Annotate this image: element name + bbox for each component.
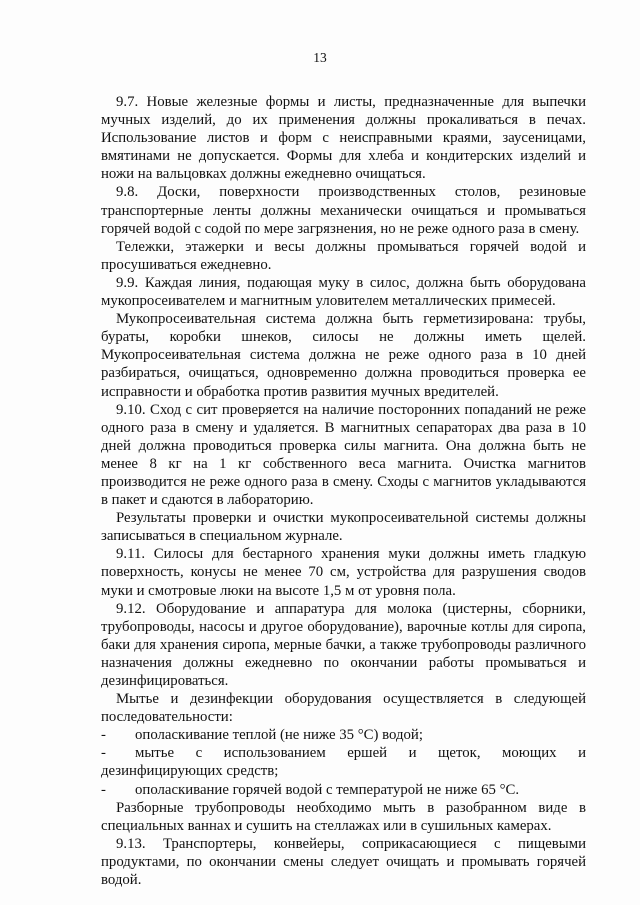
bullet-dash: - bbox=[101, 745, 106, 762]
bullet-dash: - bbox=[101, 727, 106, 744]
list-item bbox=[101, 781, 586, 799]
paragraph-9-10: 9.10. Сход с сит проверяется на наличие посторонних попаданий не реже одного раза в смену и удаляется. В магнитных сепараторах два раза в 10 дней должна проводиться проверка силы магнита. Она должна быть не менее 8 кг на 1 кг собственного веса магнита. Очистка магнитов производится не реже одного раза в смену. Сходы с магнитов укладываются в пакет и сдаются в лабораторию. bbox=[101, 401, 586, 509]
paragraph-9-9: 9.9. Каждая линия, подающая муку в силос, должна быть оборудована мукопросеивателем и магнитным уловителем металлических примесей. bbox=[101, 274, 586, 310]
paragraph-9-13: 9.13. Транспортеры, конвейеры, соприкасающиеся с пищевыми продуктами, по окончании смены следует очищать и промывать горячей водой. bbox=[101, 835, 586, 889]
document-body bbox=[101, 93, 586, 889]
bullet-dash: - bbox=[101, 781, 106, 798]
paragraph-9-8: 9.8. Доски, поверхности производственных столов, резиновые транспортерные ленты должны механически очищаться и промываться горячей водой с содой по мере загрязнения, но не реже одного раза в смену. bbox=[101, 184, 586, 237]
list-item-text: ополаскивание горячей водой с температурой не ниже 65 °С. bbox=[135, 781, 520, 798]
list-item bbox=[101, 726, 586, 744]
paragraph-pipelines: Разборные трубопроводы необходимо мыть в разобранном виде в специальных ваннах и сушить на стеллажах или в сушильных камерах. bbox=[101, 799, 586, 834]
paragraph-washing-order: Мытье и дезинфекции оборудования осуществляется в следующей последовательности: bbox=[101, 691, 586, 726]
paragraph-9-7: 9.7. Новые железные формы и листы, предназначенные для выпечки мучных изделий, до их применения должны прокаливаться в печах. Использование листов и форм с неисправными краями, заусеницами, вмятинами не допускается. Формы для хлеба и кондитерских изделий и ножи на вальцовках должны ежедневно очищаться. bbox=[101, 94, 586, 183]
list-item bbox=[101, 744, 586, 780]
paragraph-9-11: 9.11. Силосы для бестарного хранения муки должны иметь гладкую поверхность, конусы не менее 70 см, устройства для разрушения сводов муки и смотровые люки на высоте 1,5 м от уровня пола. bbox=[101, 546, 586, 599]
paragraph-carts: Тележки, этажерки и весы должны промываться горячей водой и просушиваться ежедневно. bbox=[101, 238, 586, 273]
list-item-text: ополаскивание теплой (не ниже 35 °С) водой; bbox=[135, 727, 423, 744]
paragraph-journal: Результаты проверки и очистки мукопросеивательной системы должны записываться в специальном журнале. bbox=[101, 510, 586, 545]
paragraph-9-12: 9.12. Оборудование и аппаратура для молока (цистерны, сборники, трубопроводы, насосы и другое оборудование), варочные котлы для сиропа, баки для хранения сиропа, мерные бачки, а также трубопроводы различного назначения должны ежедневно по окончании работы промываться и дезинфицироваться. bbox=[101, 600, 586, 689]
paragraph-sifting-system: Мукопросеивательная система должна быть герметизирована: трубы, бураты, коробки шнеков, силосы не должны иметь щелей. Мукопросеивательная система должна не реже одного раза в 10 дней разбираться, очищаться, одновременно должна проводиться проверка ее исправности и обработка против развития мучных вредителей. bbox=[101, 311, 586, 400]
list-item-text: мытье с использованием ершей и щеток, моющих и дезинфицирующих средств; bbox=[101, 745, 586, 780]
page-number: 13 bbox=[313, 50, 327, 65]
